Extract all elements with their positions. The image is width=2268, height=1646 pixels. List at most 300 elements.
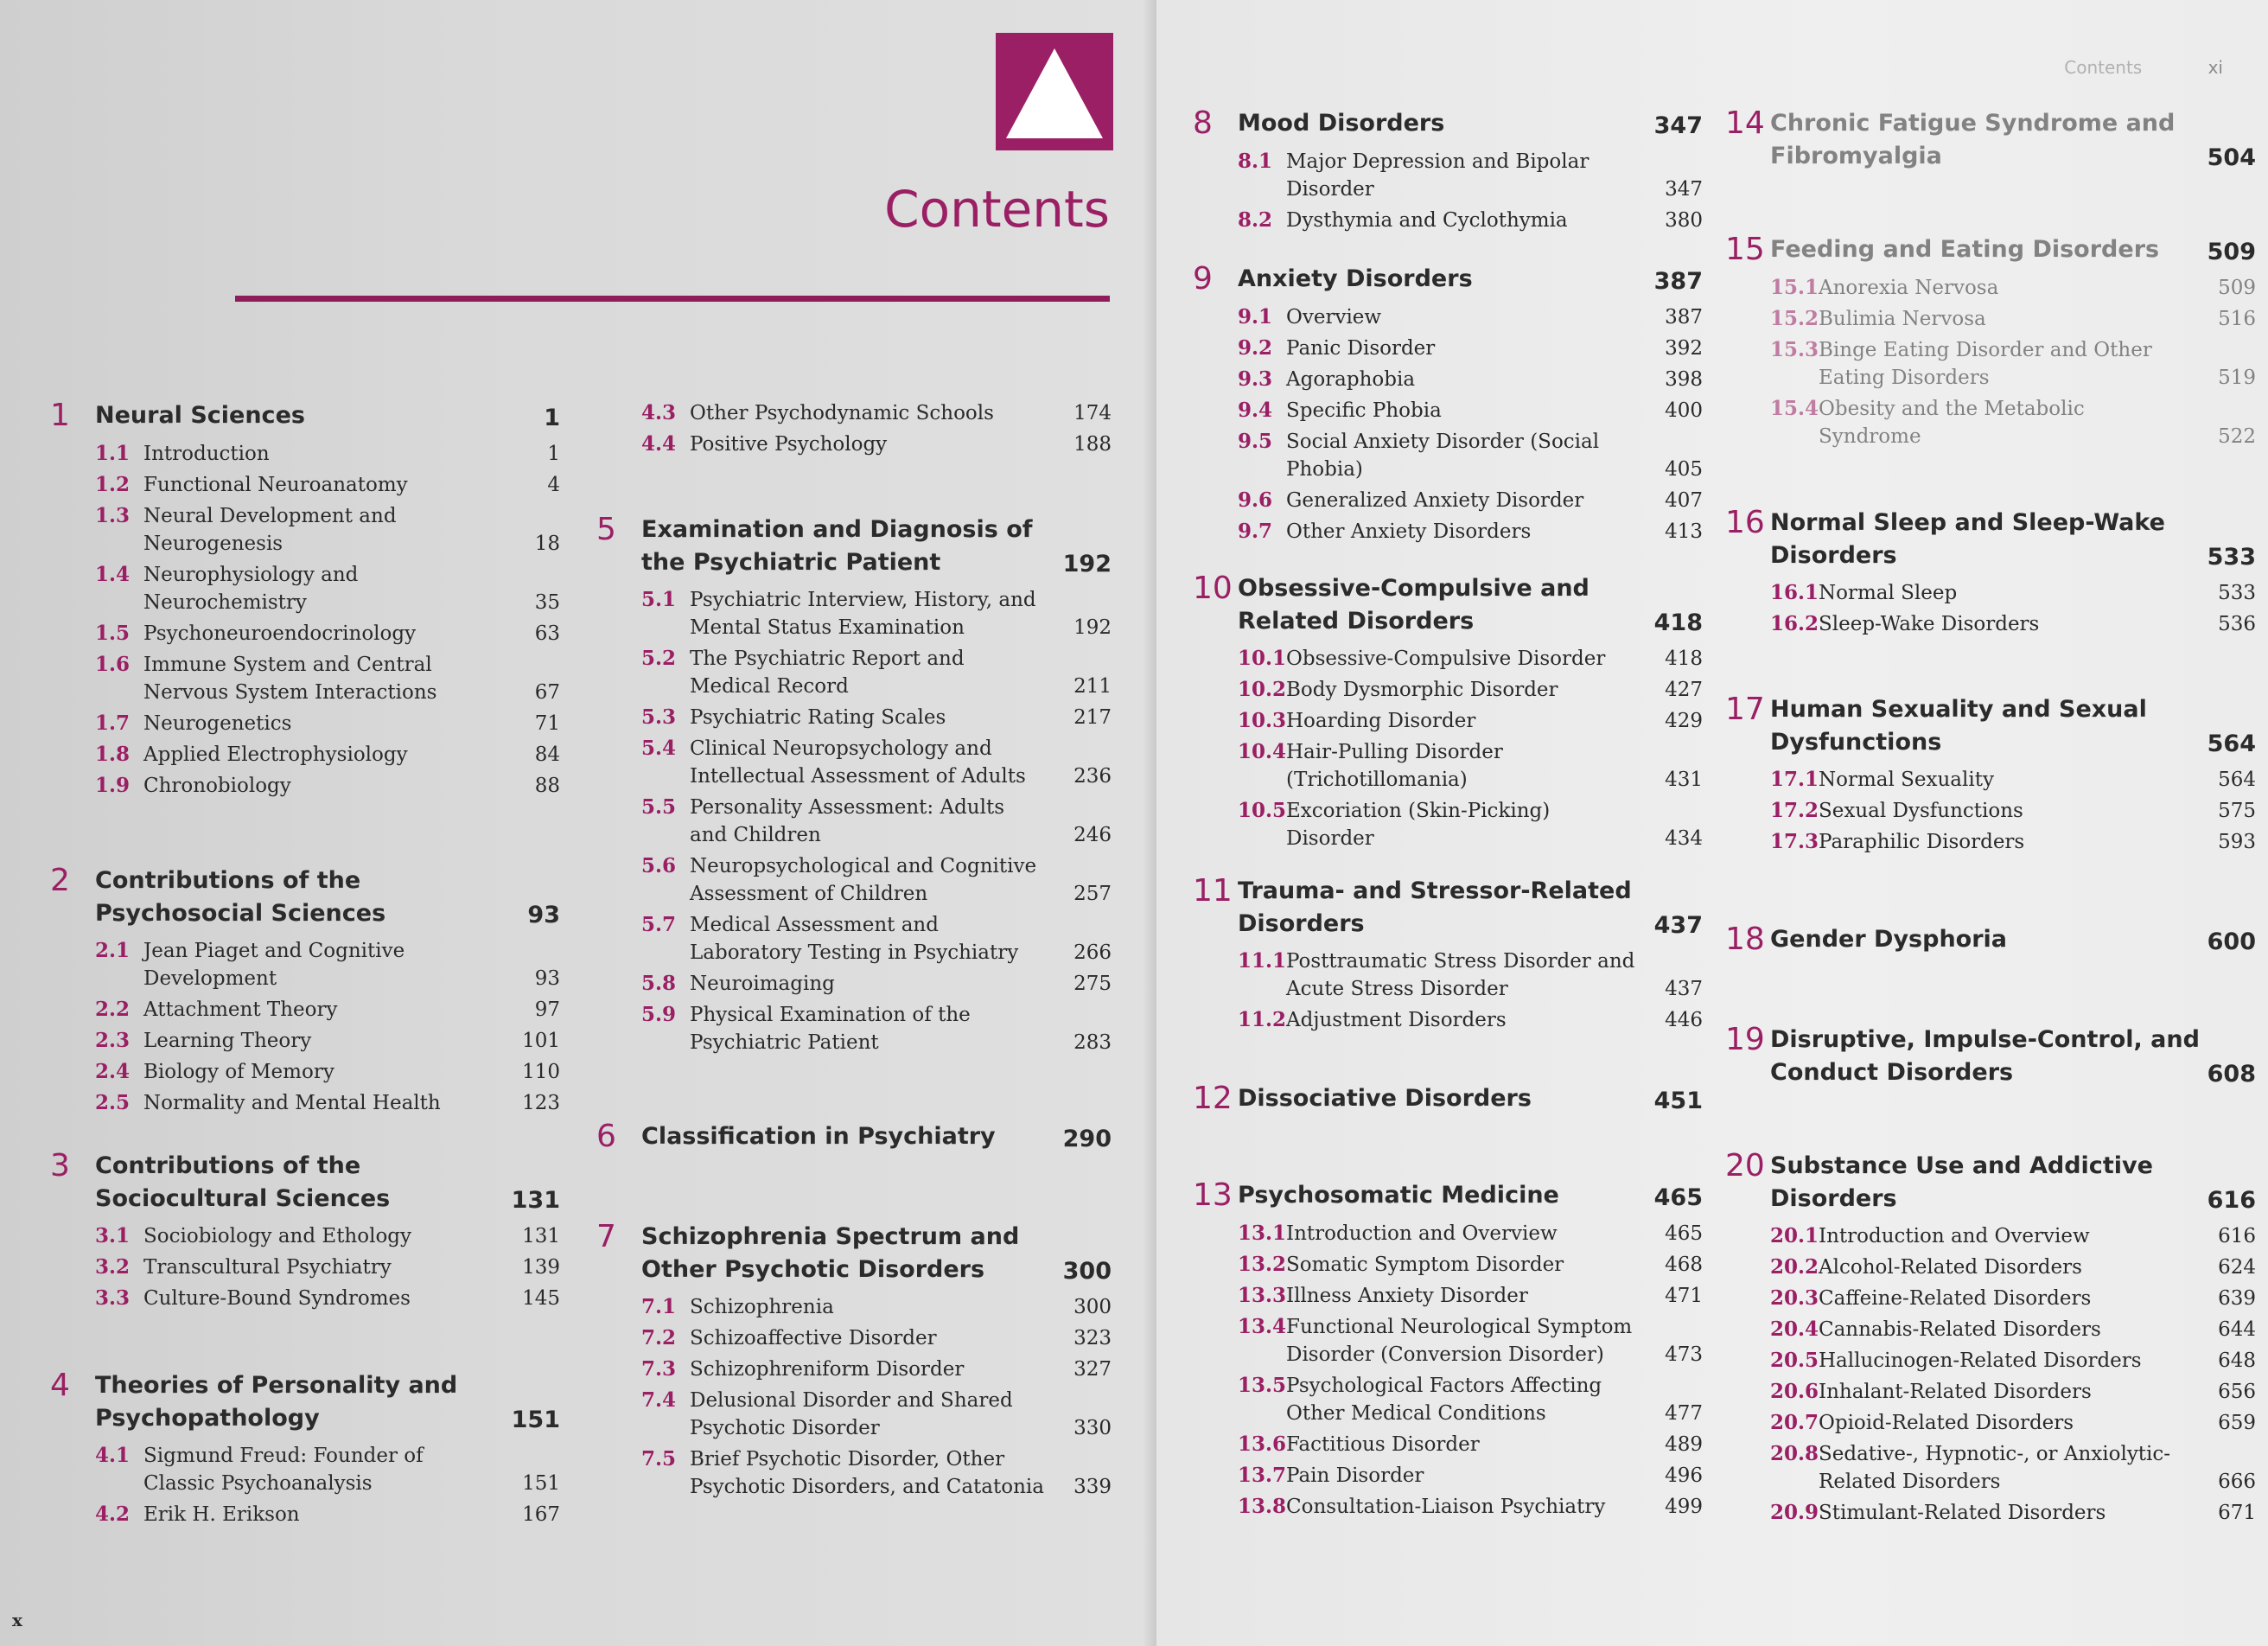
toc-entry (1238, 1006, 1703, 1034)
chapter-number: 18 (1725, 922, 1765, 957)
section-number: 1.7 (95, 711, 131, 735)
section-title: Adjustment Disorders (1286, 1009, 1507, 1031)
chapter-number: 4 (50, 1368, 70, 1403)
chapter-entries (50, 937, 560, 1117)
section-title: Anorexia Nervosa (1819, 277, 1999, 299)
section-title: Posttraumatic Stress Disorder and Acute Stress Disorder (1286, 950, 1635, 1000)
toc-entry (641, 1293, 1112, 1321)
section-number: 7.4 (641, 1388, 677, 1412)
section-title: Neuroimaging (690, 973, 835, 995)
section-title: Illness Anxiety Disorder (1286, 1285, 1528, 1307)
toc-entry (95, 1222, 560, 1250)
section-page: 97 (534, 998, 560, 1021)
section-number: 3.2 (95, 1255, 131, 1279)
chapter-page: 504 (2207, 144, 2256, 171)
chapter-title: Chronic Fatigue Syndrome and Fibromyalgia (1770, 110, 2176, 169)
chapter-page: 131 (511, 1187, 560, 1214)
toc-entry (1238, 676, 1703, 704)
toc-entry (1770, 1285, 2256, 1312)
section-page: 516 (2218, 308, 2256, 330)
chapter-heading (1725, 692, 2256, 759)
section-page: 413 (1665, 520, 1703, 543)
toc-entry (1238, 707, 1703, 735)
chapter-title: Theories of Personality and Psychopathology (95, 1372, 458, 1432)
chapter-block (1193, 105, 1703, 238)
toc-entry (1238, 335, 1703, 362)
section-number: 10.4 (1238, 740, 1287, 763)
section-title: Chronobiology (143, 775, 291, 797)
section-number: 9.6 (1238, 488, 1273, 512)
section-page: 35 (534, 591, 560, 614)
chapter-number: 6 (596, 1119, 616, 1154)
running-head (2064, 57, 2223, 78)
section-number: 20.9 (1770, 1501, 1819, 1524)
section-title: Personality Assessment: Adults and Children (690, 796, 1005, 846)
section-number: 20.2 (1770, 1255, 1819, 1279)
chapter-page: 465 (1653, 1184, 1703, 1211)
chapter-number: 2 (50, 863, 70, 898)
toc-entry (1238, 1493, 1703, 1521)
section-number: 9.1 (1238, 305, 1273, 329)
chapter-title: Psychosomatic Medicine (1238, 1182, 1559, 1209)
chapter-page: 93 (527, 902, 560, 928)
section-number: 5.8 (641, 972, 677, 995)
section-title: Normal Sleep (1819, 582, 1958, 604)
section-title: Introduction and Overview (1819, 1225, 2090, 1247)
chapter-block (1193, 571, 1703, 856)
section-title: Psychoneuroendocrinology (143, 622, 417, 645)
section-page: 18 (534, 533, 560, 555)
chapter-number: 13 (1193, 1177, 1233, 1213)
chapter-block (1725, 922, 2256, 957)
section-page: 93 (534, 967, 560, 990)
chapter-title: Obsessive-Compulsive and Related Disorders (1238, 575, 1590, 635)
section-page: 489 (1665, 1433, 1703, 1456)
section-title: Introduction and Overview (1286, 1222, 1558, 1245)
chapter-title: Neural Sciences (95, 402, 305, 429)
section-page: 400 (1665, 399, 1703, 422)
chapter-number: 11 (1193, 873, 1233, 909)
section-title: Psychiatric Interview, History, and Mental Status Examination (690, 589, 1036, 639)
section-title: Hoarding Disorder (1286, 710, 1476, 732)
chapter-title: Dissociative Disorders (1238, 1085, 1532, 1112)
section-number: 1.4 (95, 563, 131, 586)
section-title: Other Anxiety Disorders (1286, 520, 1532, 543)
section-number: 20.6 (1770, 1380, 1819, 1403)
chapter-heading (1725, 232, 2256, 267)
section-page: 477 (1665, 1402, 1703, 1425)
section-number: 16.1 (1770, 581, 1819, 604)
section-number: 15.3 (1770, 338, 1819, 361)
chapter-block (50, 1148, 560, 1316)
section-title: Dysthymia and Cyclothymia (1286, 209, 1568, 232)
section-page: 275 (1073, 973, 1112, 995)
section-title: Neurogenetics (143, 712, 292, 735)
toc-entry (1238, 1431, 1703, 1458)
toc-entry (95, 502, 560, 558)
section-title: Psychological Factors Affecting Other Medical Conditions (1286, 1375, 1602, 1425)
section-number: 20.8 (1770, 1442, 1819, 1465)
section-page: 380 (1665, 209, 1703, 232)
toc-entry (95, 1058, 560, 1086)
section-title: Normality and Mental Health (143, 1092, 441, 1114)
toc-entry (1238, 1251, 1703, 1279)
section-title: Hair-Pulling Disorder (Trichotillomania) (1286, 741, 1503, 791)
section-number: 4.3 (641, 401, 677, 424)
section-page: 407 (1665, 489, 1703, 512)
page-number-right: xi (2207, 57, 2223, 78)
section-page: 536 (2218, 613, 2256, 635)
section-title: Body Dysmorphic Disorder (1286, 679, 1558, 701)
chapter-entries (1193, 645, 1703, 852)
section-number: 4.1 (95, 1444, 131, 1467)
toc-entry (1770, 305, 2256, 333)
chapter-number: 12 (1193, 1081, 1233, 1116)
chapter-block (50, 398, 560, 803)
section-page: 101 (522, 1030, 560, 1052)
section-page: 639 (2218, 1287, 2256, 1310)
chapter-heading (1193, 873, 1703, 941)
section-title: Functional Neuroanatomy (143, 474, 408, 496)
toc-entry (95, 471, 560, 499)
toc-entry (95, 561, 560, 616)
section-title: Psychiatric Rating Scales (690, 706, 946, 729)
chapter-title: Substance Use and Addictive Disorders (1770, 1152, 2153, 1212)
section-title: Positive Psychology (690, 433, 888, 456)
chapter-number: 20 (1725, 1148, 1765, 1183)
chapter-block (1193, 1177, 1703, 1524)
chapter-entries (1193, 1220, 1703, 1521)
section-number: 15.4 (1770, 397, 1819, 420)
section-page: 236 (1073, 765, 1112, 788)
section-number: 20.7 (1770, 1411, 1819, 1434)
toc-entry (1770, 828, 2256, 856)
section-number: 10.1 (1238, 647, 1287, 670)
chapter-title: Normal Sleep and Sleep-Wake Disorders (1770, 509, 2165, 569)
section-page: 418 (1665, 648, 1703, 670)
toc-entry (641, 970, 1112, 998)
chapter-entries (50, 1222, 560, 1312)
section-page: 398 (1665, 368, 1703, 391)
section-number: 2.2 (95, 998, 131, 1021)
toc-entry (641, 704, 1112, 731)
title-rule (235, 296, 1110, 302)
chapter-title: Schizophrenia Spectrum and Other Psychotic Disorders (641, 1223, 1020, 1283)
section-page: 246 (1073, 824, 1112, 846)
section-number: 13.8 (1238, 1495, 1287, 1518)
chapter-heading (1725, 1148, 2256, 1215)
chapter-block (596, 1119, 1112, 1154)
chapter-block (596, 1219, 1112, 1504)
section-title: Opioid-Related Disorders (1819, 1412, 2074, 1434)
section-number: 15.1 (1770, 276, 1819, 299)
chapter-heading (1725, 1022, 2256, 1089)
chapter-page: 387 (1653, 268, 1703, 295)
section-number: 1.1 (95, 442, 131, 465)
section-page: 188 (1073, 433, 1112, 456)
chapter-page: 509 (2207, 239, 2256, 265)
section-page: 145 (522, 1287, 560, 1310)
toc-entry (641, 399, 1112, 427)
section-page: 522 (2218, 425, 2256, 448)
chapter-title: Mood Disorders (1238, 110, 1445, 137)
chapter-page: 290 (1062, 1126, 1112, 1152)
section-number: 20.5 (1770, 1349, 1819, 1372)
section-number: 8.1 (1238, 150, 1273, 173)
section-page: 405 (1665, 458, 1703, 481)
toc-entry (1238, 518, 1703, 545)
section-page: 446 (1665, 1009, 1703, 1031)
chapter-heading (1725, 922, 2256, 957)
toc-entry (1770, 579, 2256, 607)
section-title: Medical Assessment and Laboratory Testing in Psychiatry (690, 914, 1019, 964)
chapter-page: 347 (1653, 112, 1703, 139)
chapter-number: 9 (1193, 261, 1213, 297)
chapter-heading (1193, 1177, 1703, 1213)
toc-entry (641, 852, 1112, 908)
chapter-number: 14 (1725, 105, 1765, 141)
section-number: 17.3 (1770, 830, 1819, 853)
chapter-entries (50, 1442, 560, 1528)
chapter-heading (50, 1368, 560, 1435)
section-page: 659 (2218, 1412, 2256, 1434)
section-page: 496 (1665, 1464, 1703, 1487)
section-title: Specific Phobia (1286, 399, 1442, 422)
section-number: 1.6 (95, 653, 131, 676)
section-page: 533 (2218, 582, 2256, 604)
chapter-title: Disruptive, Impulse-Control, and Conduct Disorders (1770, 1026, 2200, 1086)
section-number: 1.3 (95, 504, 131, 527)
page-number-left: x (12, 1610, 22, 1630)
chapter-block (1725, 232, 2256, 454)
section-page: 564 (2218, 769, 2256, 791)
toc-entry (1770, 797, 2256, 825)
chapter-heading (1193, 1081, 1703, 1116)
section-title: Schizophrenia (690, 1296, 834, 1318)
toc-entry (1238, 487, 1703, 514)
chapter-heading (1193, 105, 1703, 141)
section-number: 4.4 (641, 432, 677, 456)
chapter-page: 300 (1062, 1258, 1112, 1285)
section-title: Sigmund Freud: Founder of Classic Psychoanalysis (143, 1445, 424, 1495)
section-title: Sedative-, Hypnotic-, or Anxiolytic-Related Disorders (1819, 1443, 2171, 1493)
toc-entry (95, 1089, 560, 1117)
section-number: 4.2 (95, 1502, 131, 1526)
chapter-heading (596, 1219, 1112, 1286)
section-page: 283 (1073, 1031, 1112, 1054)
section-number: 5.5 (641, 795, 677, 819)
toc-entry (95, 440, 560, 468)
chapter-title: Human Sexuality and Sexual Dysfunctions (1770, 696, 2147, 756)
section-number: 11.1 (1238, 949, 1287, 973)
section-title: Neuropsychological and Cognitive Assessment of Children (690, 855, 1037, 905)
section-page: 71 (534, 712, 560, 735)
section-title: Bulimia Nervosa (1819, 308, 1986, 330)
section-title: Major Depression and Bipolar Disorder (1286, 150, 1590, 201)
section-title: Schizoaffective Disorder (690, 1327, 937, 1349)
chapter-entries (50, 440, 560, 800)
section-page: 644 (2218, 1318, 2256, 1341)
section-title: Obsessive-Compulsive Disorder (1286, 648, 1606, 670)
chapter-entries (1725, 766, 2256, 856)
toc-entry (95, 1501, 560, 1528)
toc-entry (1238, 645, 1703, 673)
chapter-entries (1193, 947, 1703, 1034)
chapter-heading (1193, 571, 1703, 638)
section-title: Binge Eating Disorder and Other Eating Disorders (1819, 339, 2152, 389)
chapter-entries (1725, 1222, 2256, 1527)
section-number: 5.4 (641, 737, 677, 760)
chapter-page: 1 (544, 405, 560, 431)
section-number: 20.3 (1770, 1286, 1819, 1310)
toc-entry (95, 741, 560, 769)
section-page: 624 (2218, 1256, 2256, 1279)
toc-entry (641, 645, 1112, 700)
section-page: 257 (1073, 883, 1112, 905)
chapter-title: Gender Dysphoria (1770, 926, 2008, 953)
section-number: 13.6 (1238, 1432, 1287, 1456)
chapter-block (596, 399, 1112, 462)
section-number: 15.2 (1770, 307, 1819, 330)
chapter-block (50, 1368, 560, 1532)
section-page: 671 (2218, 1502, 2256, 1524)
toc-entry (641, 1001, 1112, 1056)
section-title: Normal Sexuality (1819, 769, 1994, 791)
chapter-heading (596, 512, 1112, 579)
chapter-entries (596, 1293, 1112, 1501)
triangle-logo-icon (996, 33, 1113, 150)
section-page: 217 (1073, 706, 1112, 729)
section-page: 499 (1665, 1496, 1703, 1518)
section-title: Learning Theory (143, 1030, 312, 1052)
chapter-number: 5 (596, 512, 616, 547)
section-title: Sociobiology and Ethology (143, 1225, 412, 1247)
section-title: Sexual Dysfunctions (1819, 800, 2023, 822)
toc-entry (95, 937, 560, 992)
toc-entry (641, 431, 1112, 458)
chapter-title: Feeding and Eating Disorders (1770, 236, 2160, 263)
section-title: Agoraphobia (1286, 368, 1416, 391)
chapter-number: 15 (1725, 232, 1765, 267)
section-title: Introduction (143, 443, 270, 465)
section-title: Jean Piaget and Cognitive Development (143, 940, 405, 990)
chapter-block (1725, 1148, 2256, 1530)
section-number: 1.2 (95, 473, 131, 496)
chapter-entries (596, 586, 1112, 1056)
toc-entry (1770, 336, 2256, 392)
chapter-page: 192 (1062, 551, 1112, 577)
section-page: 167 (522, 1503, 560, 1526)
chapter-page: 616 (2207, 1187, 2256, 1214)
running-head-label: Contents (2064, 57, 2143, 78)
section-title: Other Psychodynamic Schools (690, 402, 994, 424)
section-number: 5.6 (641, 854, 677, 877)
section-title: Clinical Neuropsychology and Intellectual Assessment of Adults (690, 737, 1026, 788)
section-page: 437 (1665, 978, 1703, 1000)
toc-entry (1770, 1499, 2256, 1527)
toc-entry (95, 1285, 560, 1312)
chapter-entries (1193, 303, 1703, 545)
section-number: 2.1 (95, 939, 131, 962)
section-number: 5.3 (641, 705, 677, 729)
section-title: Immune System and Central Nervous System Interactions (143, 654, 437, 704)
chapter-entries (1725, 579, 2256, 638)
toc-entry (1238, 1313, 1703, 1368)
toc-entry (95, 710, 560, 737)
section-title: Schizophreniform Disorder (690, 1358, 965, 1381)
section-title: Social Anxiety Disorder (Social Phobia) (1286, 431, 1600, 481)
toc-entry (1238, 148, 1703, 203)
section-title: Pain Disorder (1286, 1464, 1424, 1487)
section-title: Hallucinogen-Related Disorders (1819, 1349, 2142, 1372)
section-number: 11.2 (1238, 1008, 1287, 1031)
section-page: 648 (2218, 1349, 2256, 1372)
section-page: 151 (522, 1472, 560, 1495)
toc-entry (1770, 395, 2256, 450)
section-number: 2.4 (95, 1060, 131, 1083)
chapter-number: 1 (50, 398, 70, 433)
chapter-entries (1725, 274, 2256, 450)
section-page: 139 (522, 1256, 560, 1279)
toc-entry (1770, 274, 2256, 302)
toc-entry (1238, 303, 1703, 331)
toc-entry (641, 1356, 1112, 1383)
section-page: 4 (547, 474, 560, 496)
toc-entry (1238, 947, 1703, 1003)
section-title: Delusional Disorder and Shared Psychotic Disorder (690, 1389, 1013, 1439)
chapter-entries (596, 399, 1112, 458)
chapter-block (1725, 105, 2256, 173)
section-number: 1.8 (95, 743, 131, 766)
section-page: 347 (1665, 178, 1703, 201)
section-number: 5.9 (641, 1003, 677, 1026)
section-page: 211 (1073, 675, 1112, 698)
section-page: 63 (534, 622, 560, 645)
chapter-number: 3 (50, 1148, 70, 1183)
chapter-heading (50, 1148, 560, 1215)
section-number: 13.7 (1238, 1464, 1287, 1487)
section-number: 17.2 (1770, 799, 1819, 822)
section-page: 616 (2218, 1225, 2256, 1247)
chapter-page: 451 (1653, 1088, 1703, 1114)
section-number: 13.2 (1238, 1253, 1287, 1276)
section-page: 88 (534, 775, 560, 797)
section-page: 339 (1073, 1476, 1112, 1498)
section-page: 123 (522, 1092, 560, 1114)
chapter-page: 564 (2207, 730, 2256, 757)
toc-entry (95, 1027, 560, 1055)
toc-entry (641, 1387, 1112, 1442)
section-number: 17.1 (1770, 768, 1819, 791)
chapter-number: 7 (596, 1219, 616, 1254)
chapter-heading (596, 1119, 1112, 1154)
toc-entry (1238, 428, 1703, 483)
toc-entry (1238, 1282, 1703, 1310)
toc-entry (95, 651, 560, 706)
section-number: 13.5 (1238, 1374, 1287, 1397)
chapter-title: Examination and Diagnosis of the Psychiatric Patient (641, 516, 1033, 576)
section-page: 84 (534, 743, 560, 766)
section-title: Neurophysiology and Neurochemistry (143, 564, 359, 614)
section-page: 330 (1073, 1417, 1112, 1439)
section-title: Panic Disorder (1286, 337, 1436, 360)
chapter-block (1725, 1022, 2256, 1089)
section-page: 519 (2218, 367, 2256, 389)
section-page: 427 (1665, 679, 1703, 701)
toc-entry (95, 996, 560, 1024)
chapter-page: 418 (1653, 609, 1703, 636)
section-number: 9.7 (1238, 520, 1273, 543)
